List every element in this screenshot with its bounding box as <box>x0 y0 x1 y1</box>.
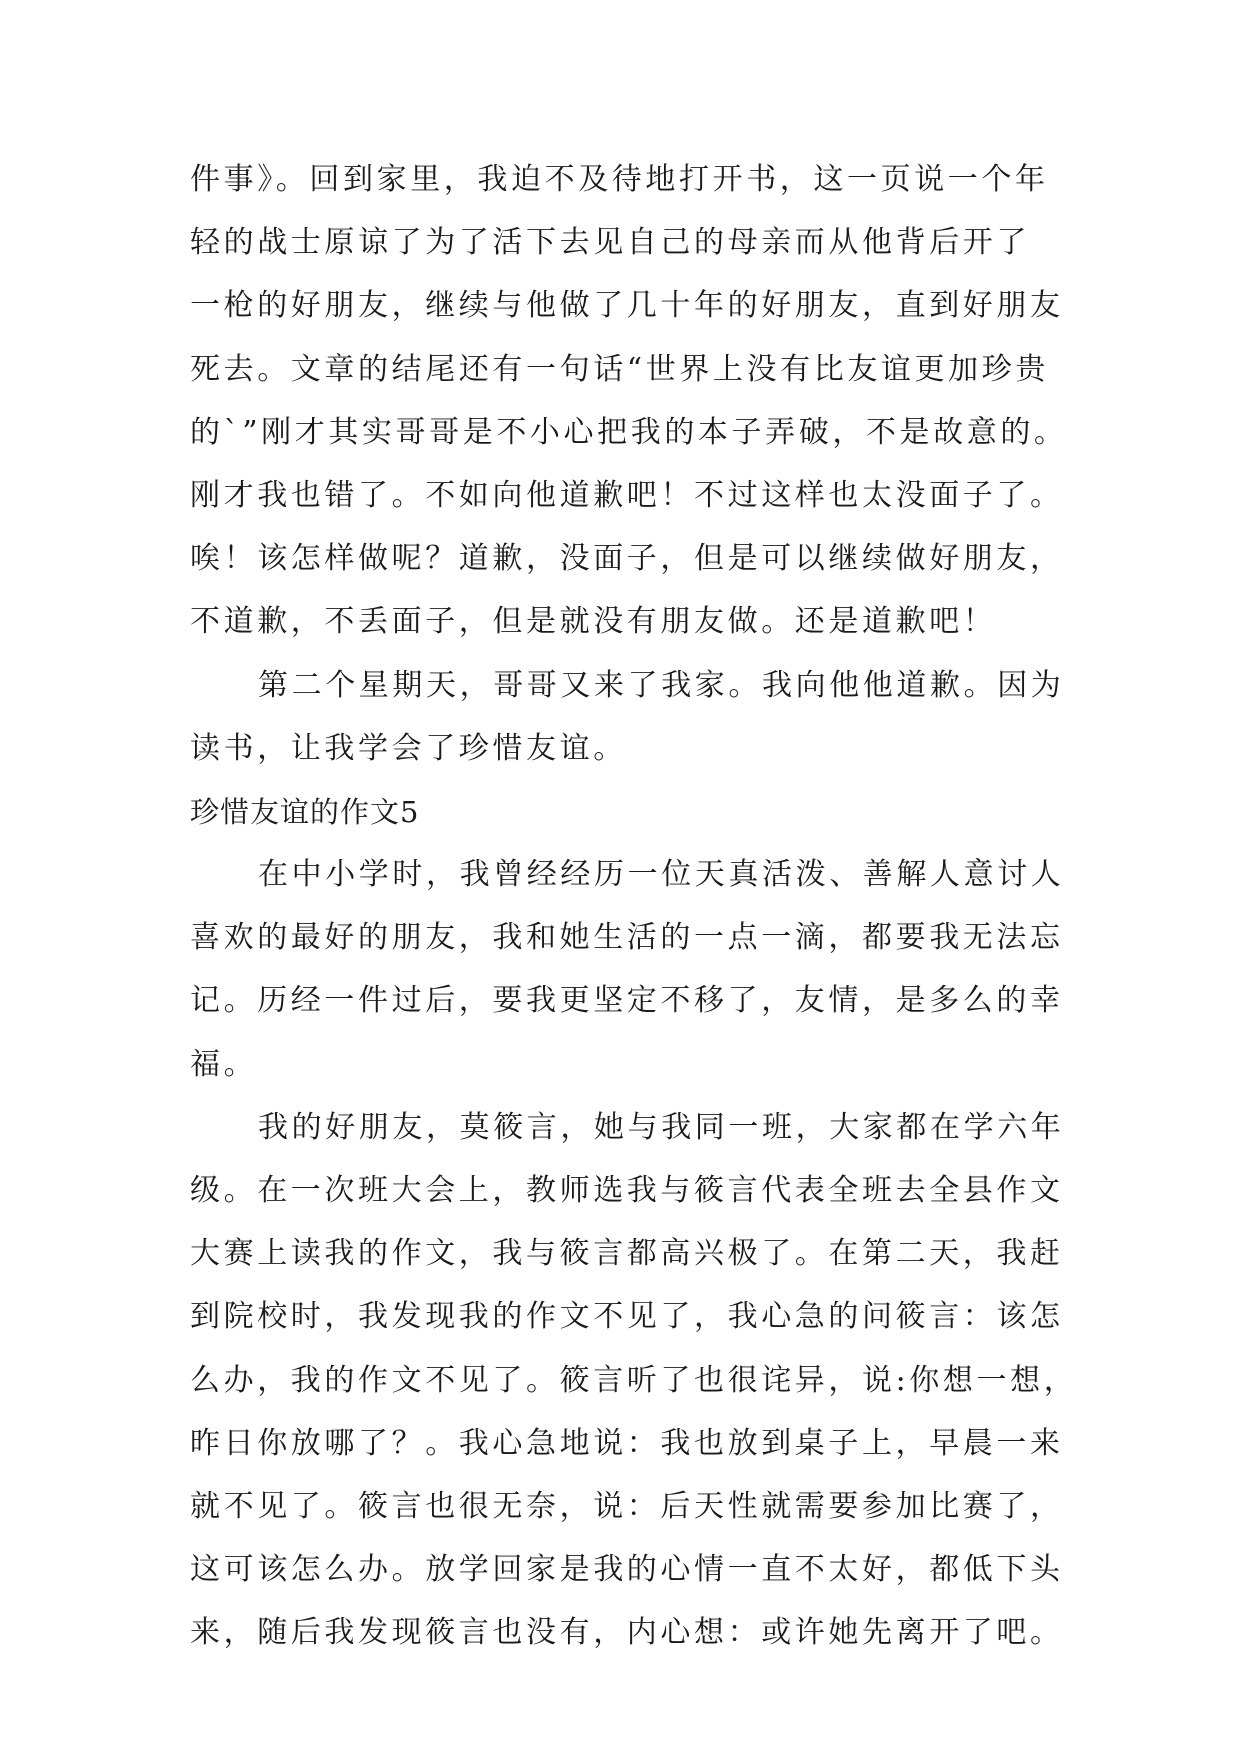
text-line: 大赛上读我的作文，我与筱言都高兴极了。在第二天，我赶 <box>190 1236 1064 1272</box>
text-line: 读书，让我学会了珍惜友谊。 <box>190 730 627 766</box>
text-line: 到院校时，我发现我的作文不见了，我心急的问筱言：该怎 <box>190 1299 1064 1335</box>
text-line: 的`”刚才其实哥哥是不小心把我的本子弄破，不是故意的。 <box>190 414 1068 450</box>
text-line: 唉！该怎样做呢？道歉，没面子，但是可以继续做好朋友， <box>190 541 1064 577</box>
text-line: 件事》。回到家里，我迫不及待地打开书，这一页说一个年 <box>190 162 1049 197</box>
text-line: 刚才我也错了。不如向他道歉吧！不过这样也太没面子了。 <box>190 477 1064 513</box>
text-line: 这可该怎么办。放学回家是我的心情一直不太好，都低下头 <box>190 1552 1064 1588</box>
text-line: 昨日你放哪了？。我心急地说：我也放到桌子上，早晨一来 <box>190 1425 1064 1461</box>
text-line: 不道歉，不丢面子，但是就没有朋友做。还是道歉吧！ <box>190 604 997 640</box>
text-line: 福。 <box>190 1046 258 1082</box>
text-line: 轻的战士原谅了为了活下去见自己的母亲而从他背后开了 <box>190 225 1030 261</box>
essay-body <box>190 160 1080 1677</box>
text-line: 第二个星期天，哥哥又来了我家。我向他他道歉。因为 <box>258 667 1065 703</box>
text-line: 级。在一次班大会上，教师选我与筱言代表全班去全县作文 <box>190 1173 1064 1208</box>
text-line: 来，随后我发现筱言也没有，内心想：或许她先离开了吧。 <box>190 1615 1064 1651</box>
text-line: 在中小学时，我曾经经历一位天真活泼、善解人意讨人 <box>258 857 1065 893</box>
text-line: 么办，我的作文不见了。筱言听了也很诧异，说:你想一想， <box>190 1362 1078 1398</box>
text-line: 我的好朋友，莫筱言，她与我同一班，大家都在学六年 <box>258 1109 1065 1145</box>
text-line: 死去。文章的结尾还有一句话“世界上没有比友谊更加珍贵 <box>190 351 1049 387</box>
text-line: 一枪的好朋友，继续与他做了几十年的好朋友，直到好朋友 <box>190 288 1064 324</box>
text-line: 记。历经一件过后，要我更坚定不移了，友情，是多么的幸 <box>190 983 1064 1019</box>
section-heading: 珍惜友谊的作文5 <box>190 794 420 829</box>
text-line: 就不见了。筱言也很无奈，说：后天性就需要参加比赛了， <box>190 1488 1064 1524</box>
text-line: 喜欢的最好的朋友，我和她生活的一点一滴，都要我无法忘 <box>190 920 1064 956</box>
